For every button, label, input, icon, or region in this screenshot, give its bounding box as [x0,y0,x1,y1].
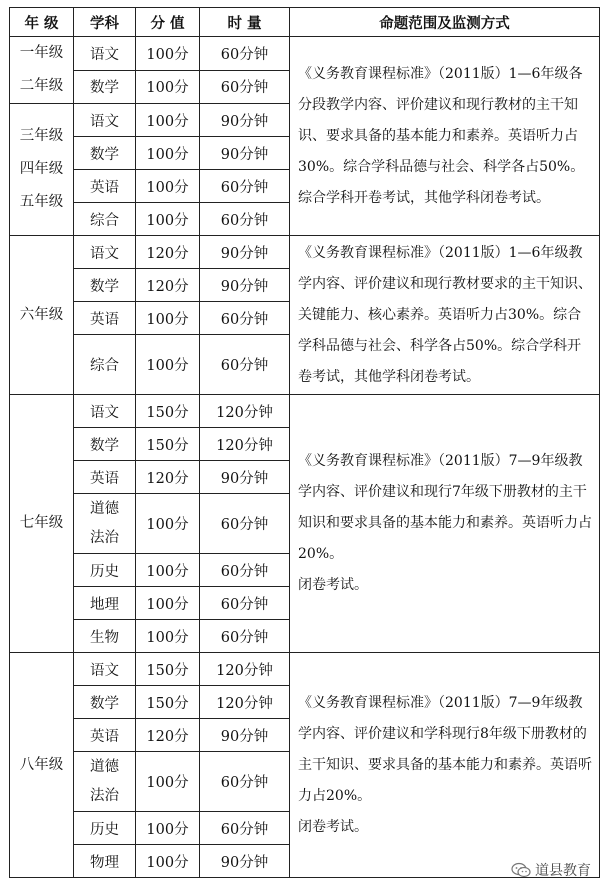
wechat-icon [511,862,531,878]
time-cell: 60分钟 [200,554,290,587]
time-cell: 60分钟 [200,752,290,812]
grade-label: 一年级 [19,45,64,61]
score-cell: 100分 [136,812,200,845]
time-cell: 90分钟 [200,137,290,170]
subject-cell: 语文 [74,395,136,428]
scope-description: 《义务教育课程标准》（2011版）1—6年级各分段教学内容、评价建议和现行教材的主干知识、要求具备的基本能力和素养。英语听力占30%。综合学科品德与社会、科学各占50%。综合学科开卷考试，其他学科闭卷考试。 [290,37,600,236]
subject-label: 道德法治 [89,758,119,804]
subject-cell: 语文 [74,37,136,71]
subject-cell: 历史 [74,554,136,587]
time-cell: 60分钟 [200,203,290,236]
grade-label: 五年级 [19,194,64,210]
table-header-row [10,8,600,37]
header-score: 分 值 [136,8,200,37]
grade-label: 二年级 [19,78,64,94]
subject-cell: 数学 [74,269,136,302]
subject-cell: 综合 [74,203,136,236]
score-cell: 100分 [136,70,200,104]
scope-description: 《义务教育课程标准》（2011版）1—6年级教学内容、评价建议和现行教材要求的主干知识、关键能力、核心素养。英语听力占30%。综合学科品德与社会、科学各占50%。综合学科开卷考试，其他学科闭卷考试。 [290,236,600,395]
time-cell: 60分钟 [200,70,290,104]
score-cell: 100分 [136,554,200,587]
subject-cell [74,494,136,554]
time-cell: 60分钟 [200,335,290,395]
score-cell: 100分 [136,203,200,236]
subject-cell: 数学 [74,428,136,461]
score-cell: 120分 [136,236,200,269]
score-cell: 100分 [136,104,200,137]
score-cell: 100分 [136,170,200,203]
scope-description: 《义务教育课程标准》（2011版）7—9年级教学内容、评价建议和现行7年级下册教材的主干知识和要求具备的基本能力和素养。英语听力占20%。 闭卷考试。 [290,395,600,653]
grade-cell [10,236,74,395]
score-cell: 100分 [136,845,200,878]
header-grade: 年 级 [10,8,74,37]
subject-cell: 语文 [74,236,136,269]
grade-label: 八年级 [19,756,64,773]
score-cell: 120分 [136,461,200,494]
time-cell: 90分钟 [200,461,290,494]
time-cell: 120分钟 [200,428,290,461]
time-cell: 60分钟 [200,170,290,203]
time-cell: 60分钟 [200,812,290,845]
score-cell: 150分 [136,653,200,686]
subject-cell: 历史 [74,812,136,845]
grade-label: 三年级 [19,128,64,144]
score-cell: 100分 [136,620,200,653]
header-scope: 命题范围及监测方式 [290,8,600,37]
grade-label: 四年级 [19,161,64,177]
score-cell: 100分 [136,335,200,395]
grade-label: 七年级 [19,515,64,531]
time-cell: 60分钟 [200,587,290,620]
score-cell: 150分 [136,428,200,461]
time-cell: 60分钟 [200,302,290,335]
watermark [511,860,591,880]
score-cell: 150分 [136,686,200,719]
subject-cell: 地理 [74,587,136,620]
table-row [10,653,600,686]
score-cell: 100分 [136,752,200,812]
header-time: 时 量 [200,8,290,37]
grade-cell [10,37,74,104]
time-cell: 90分钟 [200,719,290,752]
subject-cell: 语文 [74,653,136,686]
subject-cell: 英语 [74,719,136,752]
table-row [10,236,600,269]
subject-cell [74,752,136,812]
score-cell: 120分 [136,269,200,302]
subject-cell: 物理 [74,845,136,878]
score-cell: 150分 [136,395,200,428]
subject-label: 道德法治 [89,500,119,546]
exam-schedule-table [9,7,600,878]
score-cell: 120分 [136,719,200,752]
table-row [10,395,600,428]
grade-label: 六年级 [19,306,64,323]
subject-cell: 数学 [74,137,136,170]
subject-cell: 生物 [74,620,136,653]
score-cell: 100分 [136,137,200,170]
header-subject: 学科 [74,8,136,37]
time-cell: 60分钟 [200,620,290,653]
score-cell: 100分 [136,37,200,71]
subject-cell: 语文 [74,104,136,137]
table-row [10,37,600,71]
subject-cell: 综合 [74,335,136,395]
time-cell: 90分钟 [200,269,290,302]
subject-cell: 数学 [74,70,136,104]
time-cell: 90分钟 [200,104,290,137]
scope-description: 《义务教育课程标准》（2011版）7—9年级教学内容、评价建议和学科现行8年级下册教材的主干知识、要求具备的基本能力和素养。英语听力占20%。 闭卷考试。 [290,653,600,878]
grade-cell [10,395,74,653]
score-cell: 100分 [136,494,200,554]
grade-cell [10,653,74,878]
time-cell: 60分钟 [200,494,290,554]
score-cell: 100分 [136,587,200,620]
time-cell: 120分钟 [200,395,290,428]
subject-cell: 英语 [74,461,136,494]
subject-cell: 英语 [74,302,136,335]
grade-cell [10,104,74,236]
time-cell: 90分钟 [200,236,290,269]
time-cell: 120分钟 [200,686,290,719]
time-cell: 120分钟 [200,653,290,686]
time-cell: 60分钟 [200,37,290,71]
table-body [10,37,600,878]
subject-cell: 数学 [74,686,136,719]
time-cell: 90分钟 [200,845,290,878]
watermark-text: 道县教育 [535,863,591,879]
score-cell: 100分 [136,302,200,335]
subject-cell: 英语 [74,170,136,203]
